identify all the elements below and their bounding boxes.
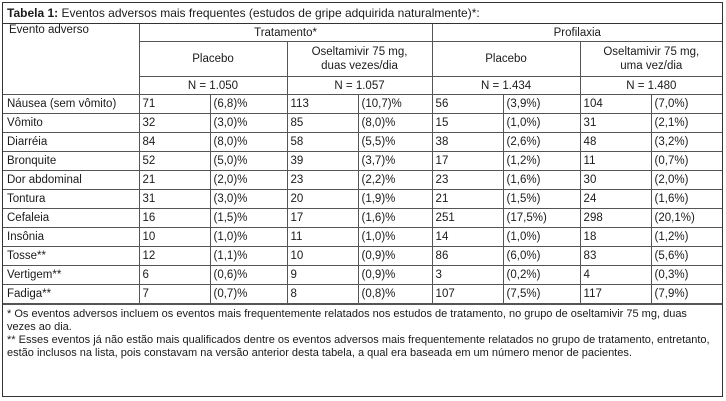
treatment-placebo-percent: (0,6)%: [210, 266, 287, 285]
prophylaxis-placebo-percent: (1,0%): [503, 114, 580, 133]
row-event: Cefaleia: [3, 209, 139, 228]
n-treatment-placebo: N = 1.050: [139, 77, 287, 95]
prophylaxis-oseltamivir-count: 83: [580, 247, 651, 266]
prophylaxis-placebo-percent: (17,5%): [503, 209, 580, 228]
footnote-single-asterisk: * Os eventos adversos incluem os eventos mais frequentemente relatados nos estudos de tratamento, no grupo de oseltamivir 75 mg, duas vezes ao dia.: [7, 308, 687, 333]
treatment-placebo-count: 32: [139, 114, 210, 133]
prophylaxis-placebo-count: 15: [432, 114, 503, 133]
treatment-oseltamivir-count: 85: [287, 114, 358, 133]
prophylaxis-oseltamivir-count: 11: [580, 152, 651, 171]
treatment-oseltamivir-percent: (3,7)%: [358, 152, 432, 171]
treatment-oseltamivir-count: 9: [287, 266, 358, 285]
treatment-oseltamivir-count: 39: [287, 152, 358, 171]
prophylaxis-oseltamivir-count: 298: [580, 209, 651, 228]
prophylaxis-placebo-percent: (1,6%): [503, 171, 580, 190]
row-event: Fadiga**: [3, 285, 139, 304]
prophylaxis-placebo-count: 21: [432, 190, 503, 209]
prophylaxis-oseltamivir-percent: (7,0%): [651, 95, 722, 114]
prophylaxis-placebo-percent: (1,2%): [503, 152, 580, 171]
prophylaxis-oseltamivir-percent: (20,1%): [651, 209, 722, 228]
header-prophylaxis-placebo: Placebo: [432, 42, 580, 77]
table-caption: [3, 3, 722, 24]
prophylaxis-oseltamivir-percent: (0,3%): [651, 266, 722, 285]
prophylaxis-oseltamivir-count: 18: [580, 228, 651, 247]
prophylaxis-placebo-percent: (3,9%): [503, 95, 580, 114]
row-event: Diarréia: [3, 133, 139, 152]
table-row: [3, 266, 722, 285]
table-row: [3, 171, 722, 190]
treatment-placebo-count: 84: [139, 133, 210, 152]
header-event: Evento adverso: [3, 24, 139, 95]
footnotes: [3, 304, 722, 359]
treatment-placebo-count: 10: [139, 228, 210, 247]
prophylaxis-oseltamivir-percent: (0,7%): [651, 152, 722, 171]
prophylaxis-placebo-count: 38: [432, 133, 503, 152]
treatment-placebo-count: 7: [139, 285, 210, 304]
prophylaxis-placebo-count: 17: [432, 152, 503, 171]
adverse-events-table: [3, 24, 722, 304]
treatment-oseltamivir-count: 8: [287, 285, 358, 304]
treatment-oseltamivir-percent: (1,9)%: [358, 190, 432, 209]
prophylaxis-placebo-percent: (6,0%): [503, 247, 580, 266]
table-row: [3, 152, 722, 171]
prophylaxis-oseltamivir-percent: (1,6%): [651, 190, 722, 209]
row-event: Tosse**: [3, 247, 139, 266]
header-treatment-oseltamivir-line1: Oseltamivir 75 mg,: [311, 46, 408, 58]
prophylaxis-oseltamivir-percent: (7,9%): [651, 285, 722, 304]
n-prophylaxis-oseltamivir: N = 1.480: [580, 77, 722, 95]
prophylaxis-placebo-percent: (1,0%): [503, 228, 580, 247]
treatment-placebo-count: 21: [139, 171, 210, 190]
treatment-oseltamivir-count: 20: [287, 190, 358, 209]
header-prophylaxis: Profilaxia: [432, 24, 722, 42]
treatment-placebo-count: 52: [139, 152, 210, 171]
prophylaxis-oseltamivir-percent: (3,2%): [651, 133, 722, 152]
prophylaxis-placebo-percent: (7,5%): [503, 285, 580, 304]
treatment-oseltamivir-percent: (8,0)%: [358, 114, 432, 133]
header-prophylaxis-oseltamivir-line1: Oseltamivir 75 mg,: [603, 46, 700, 58]
treatment-placebo-count: 12: [139, 247, 210, 266]
n-treatment-oseltamivir: N = 1.057: [287, 77, 432, 95]
prophylaxis-oseltamivir-count: 30: [580, 171, 651, 190]
prophylaxis-oseltamivir-percent: (1,2%): [651, 228, 722, 247]
prophylaxis-oseltamivir-percent: (5,6%): [651, 247, 722, 266]
table-caption-label: Tabela 1:: [7, 6, 59, 20]
treatment-oseltamivir-count: 58: [287, 133, 358, 152]
treatment-placebo-percent: (3,0)%: [210, 190, 287, 209]
treatment-placebo-percent: (3,0)%: [210, 114, 287, 133]
prophylaxis-placebo-count: 14: [432, 228, 503, 247]
header-treatment: Tratamento*: [139, 24, 432, 42]
treatment-oseltamivir-count: 17: [287, 209, 358, 228]
treatment-oseltamivir-percent: (0,9)%: [358, 247, 432, 266]
prophylaxis-placebo-percent: (2,6%): [503, 133, 580, 152]
prophylaxis-oseltamivir-count: 4: [580, 266, 651, 285]
row-event: Vertigem**: [3, 266, 139, 285]
prophylaxis-placebo-count: 251: [432, 209, 503, 228]
row-event: Bronquite: [3, 152, 139, 171]
treatment-oseltamivir-count: 11: [287, 228, 358, 247]
treatment-placebo-percent: (2,0)%: [210, 171, 287, 190]
treatment-placebo-count: 31: [139, 190, 210, 209]
treatment-placebo-percent: (1,5)%: [210, 209, 287, 228]
treatment-oseltamivir-percent: (10,7)%: [358, 95, 432, 114]
header-treatment-oseltamivir-line2: duas vezes/dia: [321, 60, 398, 72]
prophylaxis-placebo-percent: (0,2%): [503, 266, 580, 285]
treatment-oseltamivir-percent: (1,0)%: [358, 228, 432, 247]
prophylaxis-placebo-count: 86: [432, 247, 503, 266]
prophylaxis-oseltamivir-count: 31: [580, 114, 651, 133]
treatment-oseltamivir-count: 10: [287, 247, 358, 266]
treatment-oseltamivir-count: 23: [287, 171, 358, 190]
footnote-double-asterisk: ** Esses eventos já não estão mais qualificados dentre os eventos adversos mais frequentemente relatados no grupo de tratamento, entretanto, estão inclusos na lista, pois constavam na versão anterior desta tabela, a qual era baseada em um número menor de pacientes.: [7, 334, 710, 359]
table-row: [3, 114, 722, 133]
treatment-placebo-count: 6: [139, 266, 210, 285]
prophylaxis-oseltamivir-count: 117: [580, 285, 651, 304]
prophylaxis-oseltamivir-count: 104: [580, 95, 651, 114]
treatment-placebo-percent: (6,8)%: [210, 95, 287, 114]
row-event: Dor abdominal: [3, 171, 139, 190]
treatment-oseltamivir-percent: (0,9)%: [358, 266, 432, 285]
adverse-events-table-frame: [2, 2, 723, 397]
row-event: Insônia: [3, 228, 139, 247]
treatment-placebo-percent: (0,7)%: [210, 285, 287, 304]
prophylaxis-placebo-count: 107: [432, 285, 503, 304]
table-row: [3, 95, 722, 114]
treatment-oseltamivir-percent: (2,2)%: [358, 171, 432, 190]
header-prophylaxis-oseltamivir-line2: uma vez/dia: [620, 60, 683, 72]
prophylaxis-placebo-count: 56: [432, 95, 503, 114]
table-row: [3, 247, 722, 266]
table-row: [3, 190, 722, 209]
table-body: [3, 95, 722, 304]
table-row: [3, 209, 722, 228]
treatment-oseltamivir-percent: (1,6)%: [358, 209, 432, 228]
treatment-placebo-percent: (5,0)%: [210, 152, 287, 171]
treatment-placebo-percent: (8,0)%: [210, 133, 287, 152]
row-event: Náusea (sem vômito): [3, 95, 139, 114]
treatment-oseltamivir-percent: (0,8)%: [358, 285, 432, 304]
prophylaxis-placebo-count: 23: [432, 171, 503, 190]
prophylaxis-placebo-count: 3: [432, 266, 503, 285]
prophylaxis-oseltamivir-count: 48: [580, 133, 651, 152]
row-event: Vômito: [3, 114, 139, 133]
prophylaxis-oseltamivir-percent: (2,1%): [651, 114, 722, 133]
treatment-placebo-percent: (1,1)%: [210, 247, 287, 266]
table-row: [3, 228, 722, 247]
table-row: [3, 133, 722, 152]
prophylaxis-oseltamivir-count: 24: [580, 190, 651, 209]
prophylaxis-placebo-percent: (1,5%): [503, 190, 580, 209]
treatment-placebo-count: 16: [139, 209, 210, 228]
treatment-oseltamivir-percent: (5,5)%: [358, 133, 432, 152]
table-caption-text: Eventos adversos mais frequentes (estudos de gripe adquirida naturalmente)*:: [58, 6, 480, 20]
header-prophylaxis-oseltamivir: [580, 42, 722, 77]
n-prophylaxis-placebo: N = 1.434: [432, 77, 580, 95]
table-row: [3, 285, 722, 304]
prophylaxis-oseltamivir-percent: (2,0%): [651, 171, 722, 190]
treatment-oseltamivir-count: 113: [287, 95, 358, 114]
header-treatment-oseltamivir: [287, 42, 432, 77]
treatment-placebo-count: 71: [139, 95, 210, 114]
header-treatment-placebo: Placebo: [139, 42, 287, 77]
treatment-placebo-percent: (1,0)%: [210, 228, 287, 247]
row-event: Tontura: [3, 190, 139, 209]
